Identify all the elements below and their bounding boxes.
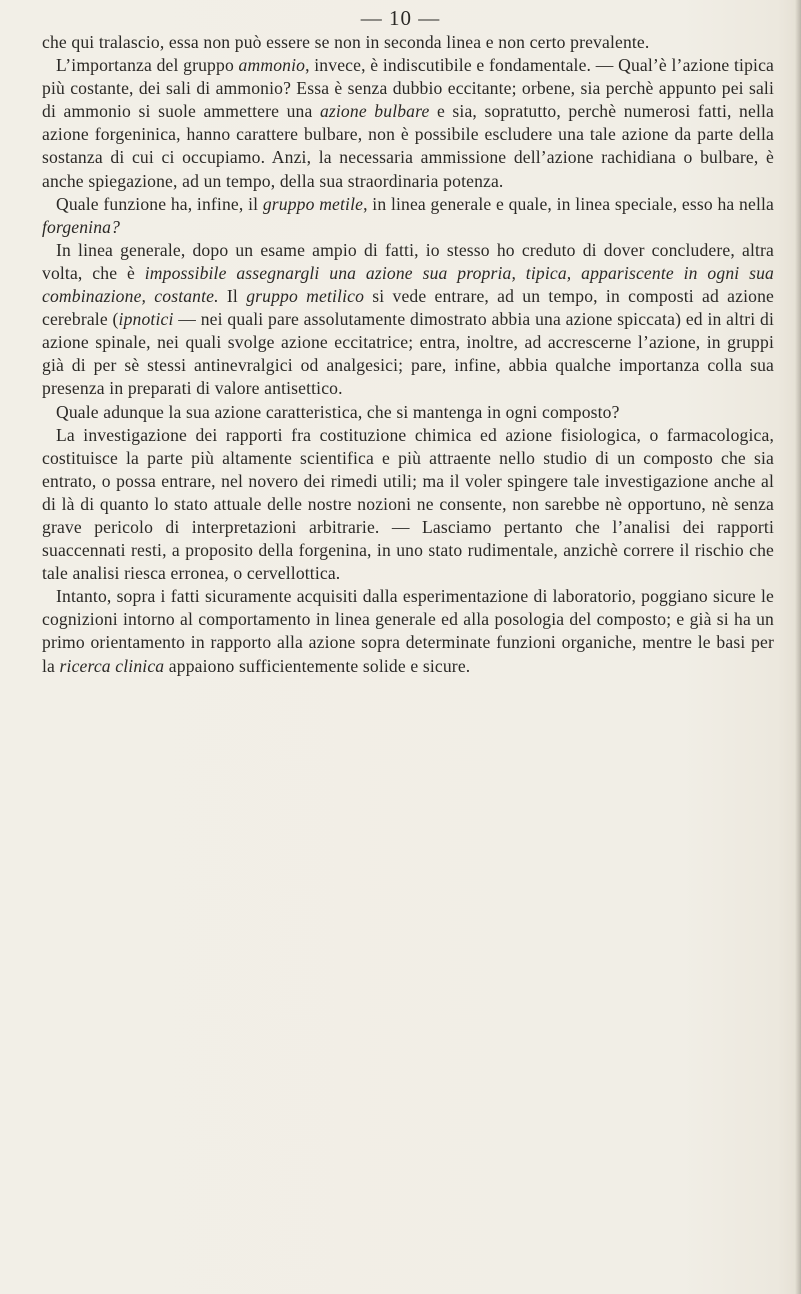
paragraph (42, 31, 774, 54)
text-run: e sia, sopratutto, perchè numerosi fatti, nella azione forgeninica, hanno carattere bulbare, non è possibile escludere una tale azione da parte della sostanza di cui ci occupiamo. Anzi, la necessaria ammissione dell’azione rachidiana o bulbare, è anche spiegazione, ad un tempo, della sua straordinaria potenza. (42, 101, 774, 191)
paragraph (42, 585, 774, 677)
body-text (42, 31, 774, 678)
text-run: La investigazione dei rapporti fra costituzione chimica ed azione fisiologica, o farmacologica, costituisce la parte più altamente scientifica e più attraente nello studio di un composto che sia entrato, o possa entrare, nel novero dei rimedi utili; ma il voler spingere tale investigazione anche al di là di quanto lo stato attuale delle nostre nozioni ne consente, non sarebbe nè opportuno, nè senza grave pericolo di interpretazioni arbitrarie. — Lasciamo pertanto che l’analisi dei rapporti suaccennati resti, a proposito della forgenina, in uno stato rudimentale, anzichè correre il rischio che tale analisi riesca erronea, o cervellottica. (42, 424, 774, 584)
text-run: appaiono sufficientemente solide e sicure. (164, 655, 471, 676)
italic-text: ipnotici (118, 309, 174, 330)
text-run: si vede entrare, ad un tempo, in composti ad azione cerebrale ( (42, 286, 774, 330)
paragraph (42, 239, 774, 401)
text-run: In linea generale, dopo un esame ampio di fatti, io stesso ho creduto di dover concludere, altra volta, che è (42, 239, 774, 283)
italic-text: gruppo metilico (246, 286, 365, 307)
italic-text: ammonio (238, 55, 306, 76)
page-edge-shadow (795, 0, 801, 1294)
paragraph (42, 424, 774, 586)
paragraph (42, 193, 774, 239)
text-run: Quale funzione ha, infine, il (56, 193, 263, 214)
page-number: — 10 — (360, 6, 441, 30)
italic-text: forgenina? (42, 216, 121, 237)
paragraph (42, 401, 774, 424)
text-run: , in linea generale e quale, in linea speciale, esso ha nella (363, 193, 774, 214)
italic-text: gruppo metile (262, 193, 364, 214)
paragraph (42, 54, 774, 193)
text-run: , invece, è indiscutibile e fondamentale. — Qual’è l’azione tipica più costante, dei sali di ammonio? Essa è senza dubbio eccitante; orbene, sia perchè appunto pei sali di ammonio si suole ammettere una (42, 55, 774, 122)
italic-text: ricerca clinica (59, 655, 165, 676)
italic-text: impossibile assegnargli una azione sua propria, tipica, appariscente in ogni sua combinazione, costante. (42, 262, 775, 307)
text-run: L’importanza del gruppo (56, 55, 239, 76)
text-run: Il (218, 286, 247, 307)
text-run: che qui tralascio, essa non può essere se non in seconda linea e non certo prevalente. (42, 32, 650, 52)
text-run: Quale adunque la sua azione caratteristica, che si mantenga in ogni composto? (56, 401, 620, 422)
italic-text: azione bulbare (319, 101, 430, 122)
text-run: — nei quali pare assolutamente dimostrato abbia una azione spiccata) ed in altri di azione spinale, nei quali svolge azione eccitatrice; entra, inoltre, ad accrescerne l’azione, in gruppi già di per sè stessi antinevralgici od analgesici; pare, infine, abbia qualche importanza colla sua presenza in preparati di valore antisettico. (42, 309, 774, 399)
text-run: Intanto, sopra i fatti sicuramente acquisiti dalla esperimentazione di laboratorio, poggiano sicure le cognizioni intorno al comportamento in linea generale ed alla posologia del composto; e già si ha un primo orientamento in rapporto alla azione sopra determinate funzioni organiche, mentre le basi per la (42, 586, 774, 676)
